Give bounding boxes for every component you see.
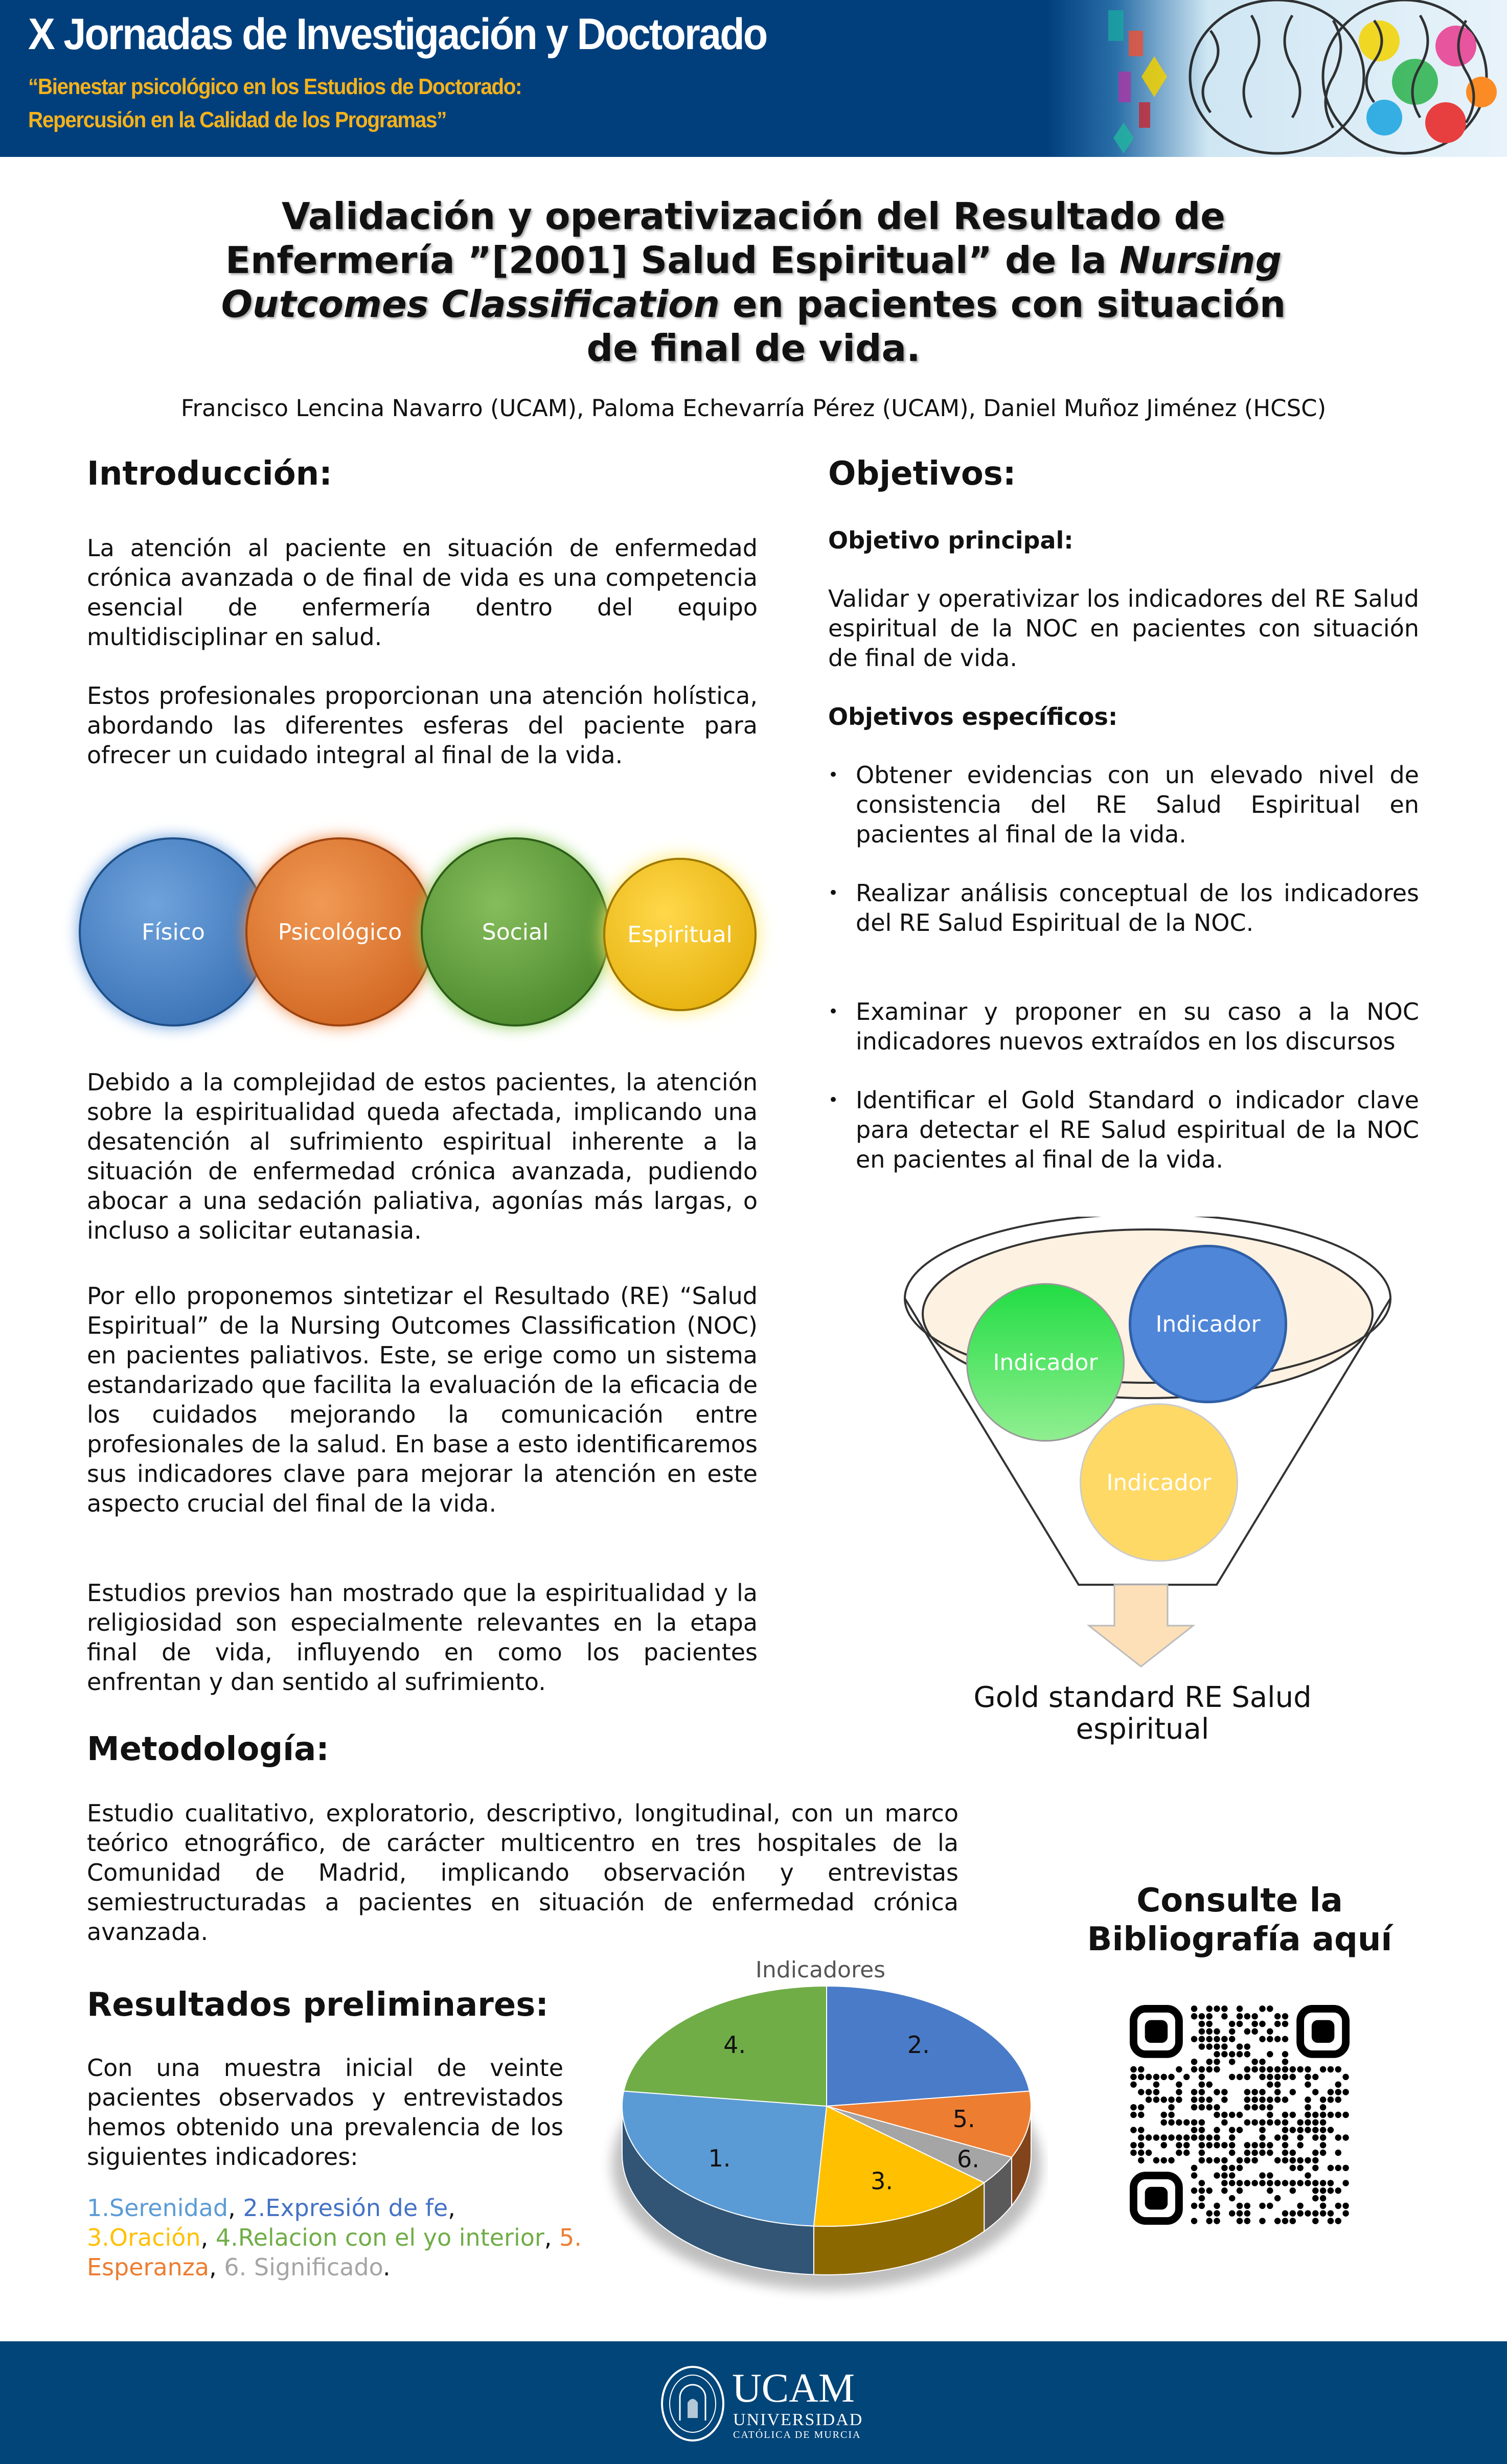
event-title: X Jornadas de Investigación y Doctorado: [28, 10, 767, 59]
pie-data-label: 2.: [907, 2031, 930, 2059]
sphere-social: [421, 837, 610, 1026]
intro-paragraph-3: Debido a la complejidad de estos pacientes, la atención sobre la espiritualidad queda afectada, implicando una desatención al sufrimiento espiritual inherente a la situación de enfermedad crónica avanzada, pudiendo abocar a una sedación paliativa, agonías más largas, o incluso a solicitar eutanasia.: [87, 1068, 758, 1244]
legend-item-1: 1.Serenidad: [87, 2194, 229, 2222]
indicator-label: Indicador: [993, 1349, 1098, 1376]
header-banner: [0, 0, 1507, 157]
objective-bullet: [828, 997, 1419, 1056]
pie-data-label: 5.: [952, 2105, 975, 2133]
authors: Francisco Lencina Navarro (UCAM), Paloma Echevarría Pérez (UCAM), Daniel Muñoz Jiménez (HCSC): [180, 395, 1327, 422]
indicator-label: Indicador: [1106, 1469, 1212, 1496]
sphere-label: Psicológico: [278, 919, 402, 945]
pie-data-label: 6.: [956, 2145, 979, 2173]
bibliography-qr-code[interactable]: [1130, 2005, 1350, 2227]
indicator-label: Indicador: [1155, 1311, 1261, 1337]
sphere-espiritual: [603, 858, 757, 1011]
sphere-label: Espiritual: [627, 921, 733, 948]
ucam-logo-line2: UNIVERSIDAD: [733, 2410, 863, 2429]
sphere-label: Social: [482, 919, 549, 945]
indicator-circle-blue: [1129, 1245, 1287, 1403]
bullet-icon: •: [828, 1090, 839, 1110]
specific-objectives-heading: Objetivos específicos:: [828, 703, 1118, 731]
title-italic: Nursing Outcomes Classification: [221, 239, 1282, 326]
legend-item-4: 4.Relacion con el yo interior: [215, 2224, 544, 2251]
intro-heading: Introducción:: [87, 455, 332, 493]
ucam-logo-line3: CATÓLICA DE MURCIA: [733, 2429, 861, 2440]
pie-data-label: 1.: [708, 2144, 731, 2172]
bullet-text: Obtener evidencias con un elevado nivel de consistencia del RE Salud Espiritual en pacientes al final de la vida.: [856, 761, 1419, 848]
event-subtitle-line2: Repercusión en la Calidad de los Programas”: [28, 107, 447, 132]
indicator-legend: 1.Serenidad, 2.Expresión de fe, 3.Oración, 4.Relacion con el yo interior, 5. Esperanza, 6. Significado.: [87, 2194, 582, 2281]
results-heading: Resultados preliminares:: [87, 1986, 549, 2024]
main-objective-text: Validar y operativizar los indicadores del RE Salud espiritual de la NOC en pacientes con situación de final de vida.: [828, 585, 1419, 672]
legend-item-5: 5. Esperanza: [87, 2224, 582, 2281]
indicator-circle-green: [966, 1283, 1125, 1442]
indicators-pie-chart: [588, 1943, 1048, 2302]
ucam-logo-text: UCAM: [732, 2366, 855, 2411]
methodology-heading: Metodología:: [87, 1730, 329, 1768]
intro-paragraph-1: La atención al paciente en situación de enfermedad crónica avanzada o de final de vida es una competencia esencial de enfermería dentro del equipo multidisciplinar en salud.: [87, 534, 758, 651]
down-arrow-icon: [1089, 1585, 1193, 1667]
main-objective-heading: Objetivo principal:: [828, 527, 1074, 554]
bullet-icon: •: [828, 1001, 839, 1022]
event-subtitle-line1: “Bienestar psicológico en los Estudios de Doctorado:: [28, 74, 522, 99]
pie-data-label: 4.: [723, 2031, 746, 2059]
brain-illustration: [1047, 0, 1507, 157]
sphere-psicologico: [245, 837, 435, 1026]
colorful-brain-icon: [1047, 0, 1507, 157]
bullet-text: Identificar el Gold Standard o indicador clave para detectar el RE Salud espiritual de la NOC en pacientes al final de la vida.: [856, 1086, 1419, 1173]
legend-item-2: 2.Expresión de fe: [243, 2194, 448, 2222]
pie-data-label: 3.: [871, 2167, 893, 2195]
sphere-fisico: [79, 837, 268, 1026]
objective-bullet: [828, 760, 1419, 849]
bullet-text: Examinar y proponer en su caso a la NOC indicadores nuevos extraídos en los discursos: [856, 998, 1419, 1055]
funnel-diagram: [889, 1217, 1401, 1679]
bullet-icon: •: [828, 765, 839, 785]
results-text: Con una muestra inicial de veinte pacientes observados y entrevistados hemos obtenido una prevalencia de los siguientes indicadores:: [87, 2054, 563, 2171]
objective-bullet: [828, 1085, 1419, 1174]
objective-bullet: [828, 878, 1419, 938]
sphere-label: Físico: [142, 919, 205, 945]
footer: [0, 2341, 1507, 2464]
bibliography-line2: Bibliografía aquí: [1087, 1921, 1392, 1958]
title-part3: en pacientes con situación de final de vida.: [586, 283, 1286, 370]
bullet-icon: •: [828, 883, 839, 903]
intro-paragraph-5: Estudios previos han mostrado que la espiritualidad y la religiosidad son especialmente relevantes en la etapa final de vida, influyendo en como los pacientes enfrentan y dan sentido al sufrimiento.: [87, 1579, 758, 1696]
funnel-caption: Gold standard RE Salud espiritual: [973, 1681, 1312, 1746]
legend-item-3: 3.Oración: [87, 2224, 201, 2251]
methodology-text: Estudio cualitativo, exploratorio, descriptivo, longitudinal, con un marco teórico etnográfico, de carácter multicentro en tres hospitales de la Comunidad de Madrid, implicando observación y entrevistas semiestructuradas a pacientes en situación de enfermedad crónica avanzada.: [87, 1799, 958, 1946]
qr-code-icon[interactable]: [1130, 2005, 1350, 2225]
title-part1: Validación y operativización del Resultado de Enfermería ”[2001] Salud Espiritual” de la: [225, 195, 1225, 282]
intro-paragraph-2: Estos profesionales proporcionan una atención holística, abordando las diferentes esferas del paciente para ofrecer un cuidado integral al final de la vida.: [87, 682, 758, 769]
pie-svg: [588, 1943, 1048, 2300]
bibliography-line1: Consulte la: [1136, 1882, 1343, 1920]
ucam-seal-icon: [659, 2364, 726, 2444]
bullet-text: Realizar análisis conceptual de los indicadores del RE Salud Espiritual de la NOC.: [856, 879, 1419, 937]
objectives-heading: Objetivos:: [828, 455, 1016, 493]
spheres-diagram: [72, 828, 777, 1033]
poster-title: [194, 194, 1313, 370]
intro-paragraph-4: Por ello proponemos sintetizar el Resultado (RE) “Salud Espiritual” de la Nursing Outcomes Classification (NOC) en pacientes paliativos. Este, se erige como un sistema estandarizado que facilita la evaluación de la eficacia de los cuidados mejorando la comunicación entre profesionales de la salud. En base a esto identificaremos sus indicadores clave para mejorar la atención en este aspecto crucial del final de la vida.: [87, 1282, 758, 1517]
legend-item-6: 6. Significado: [224, 2253, 383, 2281]
indicator-circle-yellow: [1080, 1403, 1238, 1562]
chart-title: Indicadores: [755, 1957, 886, 1983]
bibliography-heading: [1063, 1881, 1416, 1959]
